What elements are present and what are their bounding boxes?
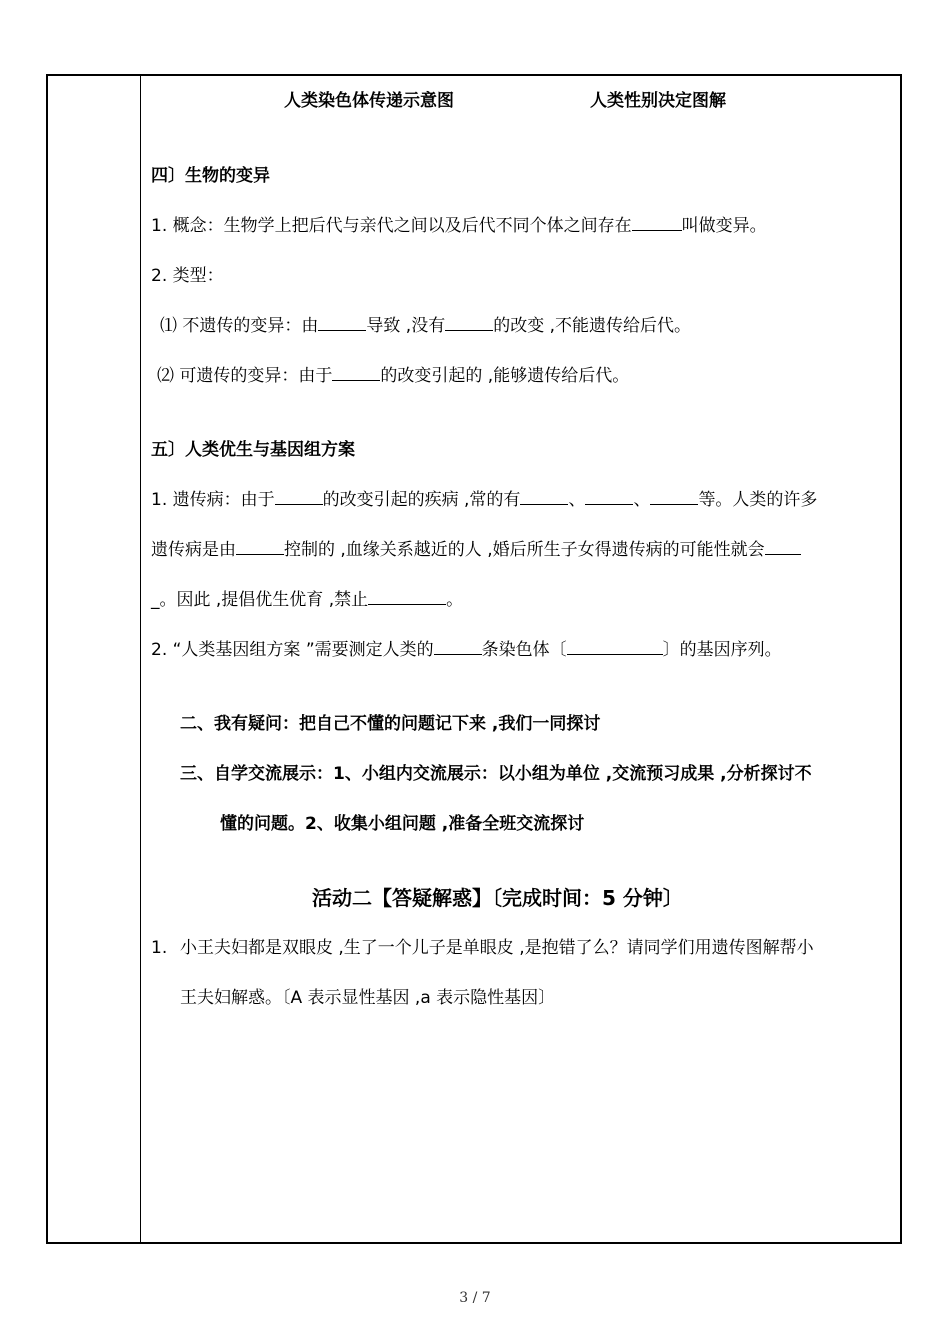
section5-line2: 遗传病是由 控制的 ,血缘关系越近的人 ,婚后所生子女得遗传病的可能性就会 bbox=[151, 538, 801, 562]
column-divider bbox=[140, 74, 141, 1244]
question1-number: 1. bbox=[151, 938, 168, 958]
activity2-title: 活动二【答疑解惑】〔完成时间：5 分钟〕 bbox=[312, 886, 683, 910]
fill-blank[interactable] bbox=[318, 314, 366, 331]
fill-blank[interactable] bbox=[585, 488, 633, 505]
fill-blank[interactable] bbox=[332, 364, 380, 381]
caption-sex-determination: 人类性别决定图解 bbox=[590, 91, 726, 111]
fill-blank[interactable] bbox=[445, 314, 493, 331]
section5-line1: 1. 遗传病：由于 的改变引起的疾病 ,常的有 、 、 等。人类的许多 bbox=[151, 490, 818, 510]
step-three-line2: 懂的问题。2、收集小组问题 ,准备全班交流探讨 bbox=[220, 814, 585, 834]
fill-blank[interactable] bbox=[650, 488, 698, 505]
section4-types: 2. 类型： bbox=[151, 266, 224, 286]
fill-blank[interactable] bbox=[632, 214, 682, 231]
section5-line3: _。因此 ,提倡优生优育 ,禁止 。 bbox=[151, 590, 464, 610]
fill-blank[interactable] bbox=[434, 638, 482, 655]
section4-concept: 1. 概念：生物学上把后代与亲代之间以及后代不同个体之间存在 叫做变异。 bbox=[151, 216, 767, 236]
question1-line1: 小王夫妇都是双眼皮 ,生了一个儿子是单眼皮 ,是抱错了么？请同学们用遗传图解帮小 bbox=[180, 938, 814, 958]
fill-blank[interactable] bbox=[368, 588, 446, 605]
section4-type2: ⑵ 可遗传的变异：由于 的改变引起的 ,能够遗传给后代。 bbox=[157, 366, 630, 386]
fill-blank[interactable] bbox=[567, 638, 663, 655]
step-two: 二、我有疑问：把自己不懂的问题记下来 ,我们一同探讨 bbox=[180, 714, 601, 734]
caption-chromosome-transfer: 人类染色体传递示意图 bbox=[284, 91, 454, 111]
page-number: 3 / 7 bbox=[459, 1290, 491, 1306]
fill-blank[interactable] bbox=[765, 538, 801, 555]
section5-heading: 五〕人类优生与基因组方案 bbox=[151, 440, 355, 460]
fill-blank[interactable] bbox=[520, 488, 568, 505]
section4-heading: 四〕生物的变异 bbox=[151, 166, 270, 186]
section5-line4: 2. “人类基因组方案 ”需要测定人类的 条染色体〔 〕的基因序列。 bbox=[151, 640, 782, 660]
fill-blank[interactable] bbox=[236, 538, 284, 555]
section4-type1: ⑴ 不遗传的变异：由 导致 ,没有 的改变 ,不能遗传给后代。 bbox=[160, 316, 692, 336]
fill-blank[interactable] bbox=[275, 488, 323, 505]
question1-line2: 王夫妇解惑。〔A 表示显性基因 ,a 表示隐性基因〕 bbox=[180, 988, 556, 1008]
step-three-line1: 三、自学交流展示：1、小组内交流展示：以小组为单位 ,交流预习成果 ,分析探讨不 bbox=[180, 764, 812, 784]
